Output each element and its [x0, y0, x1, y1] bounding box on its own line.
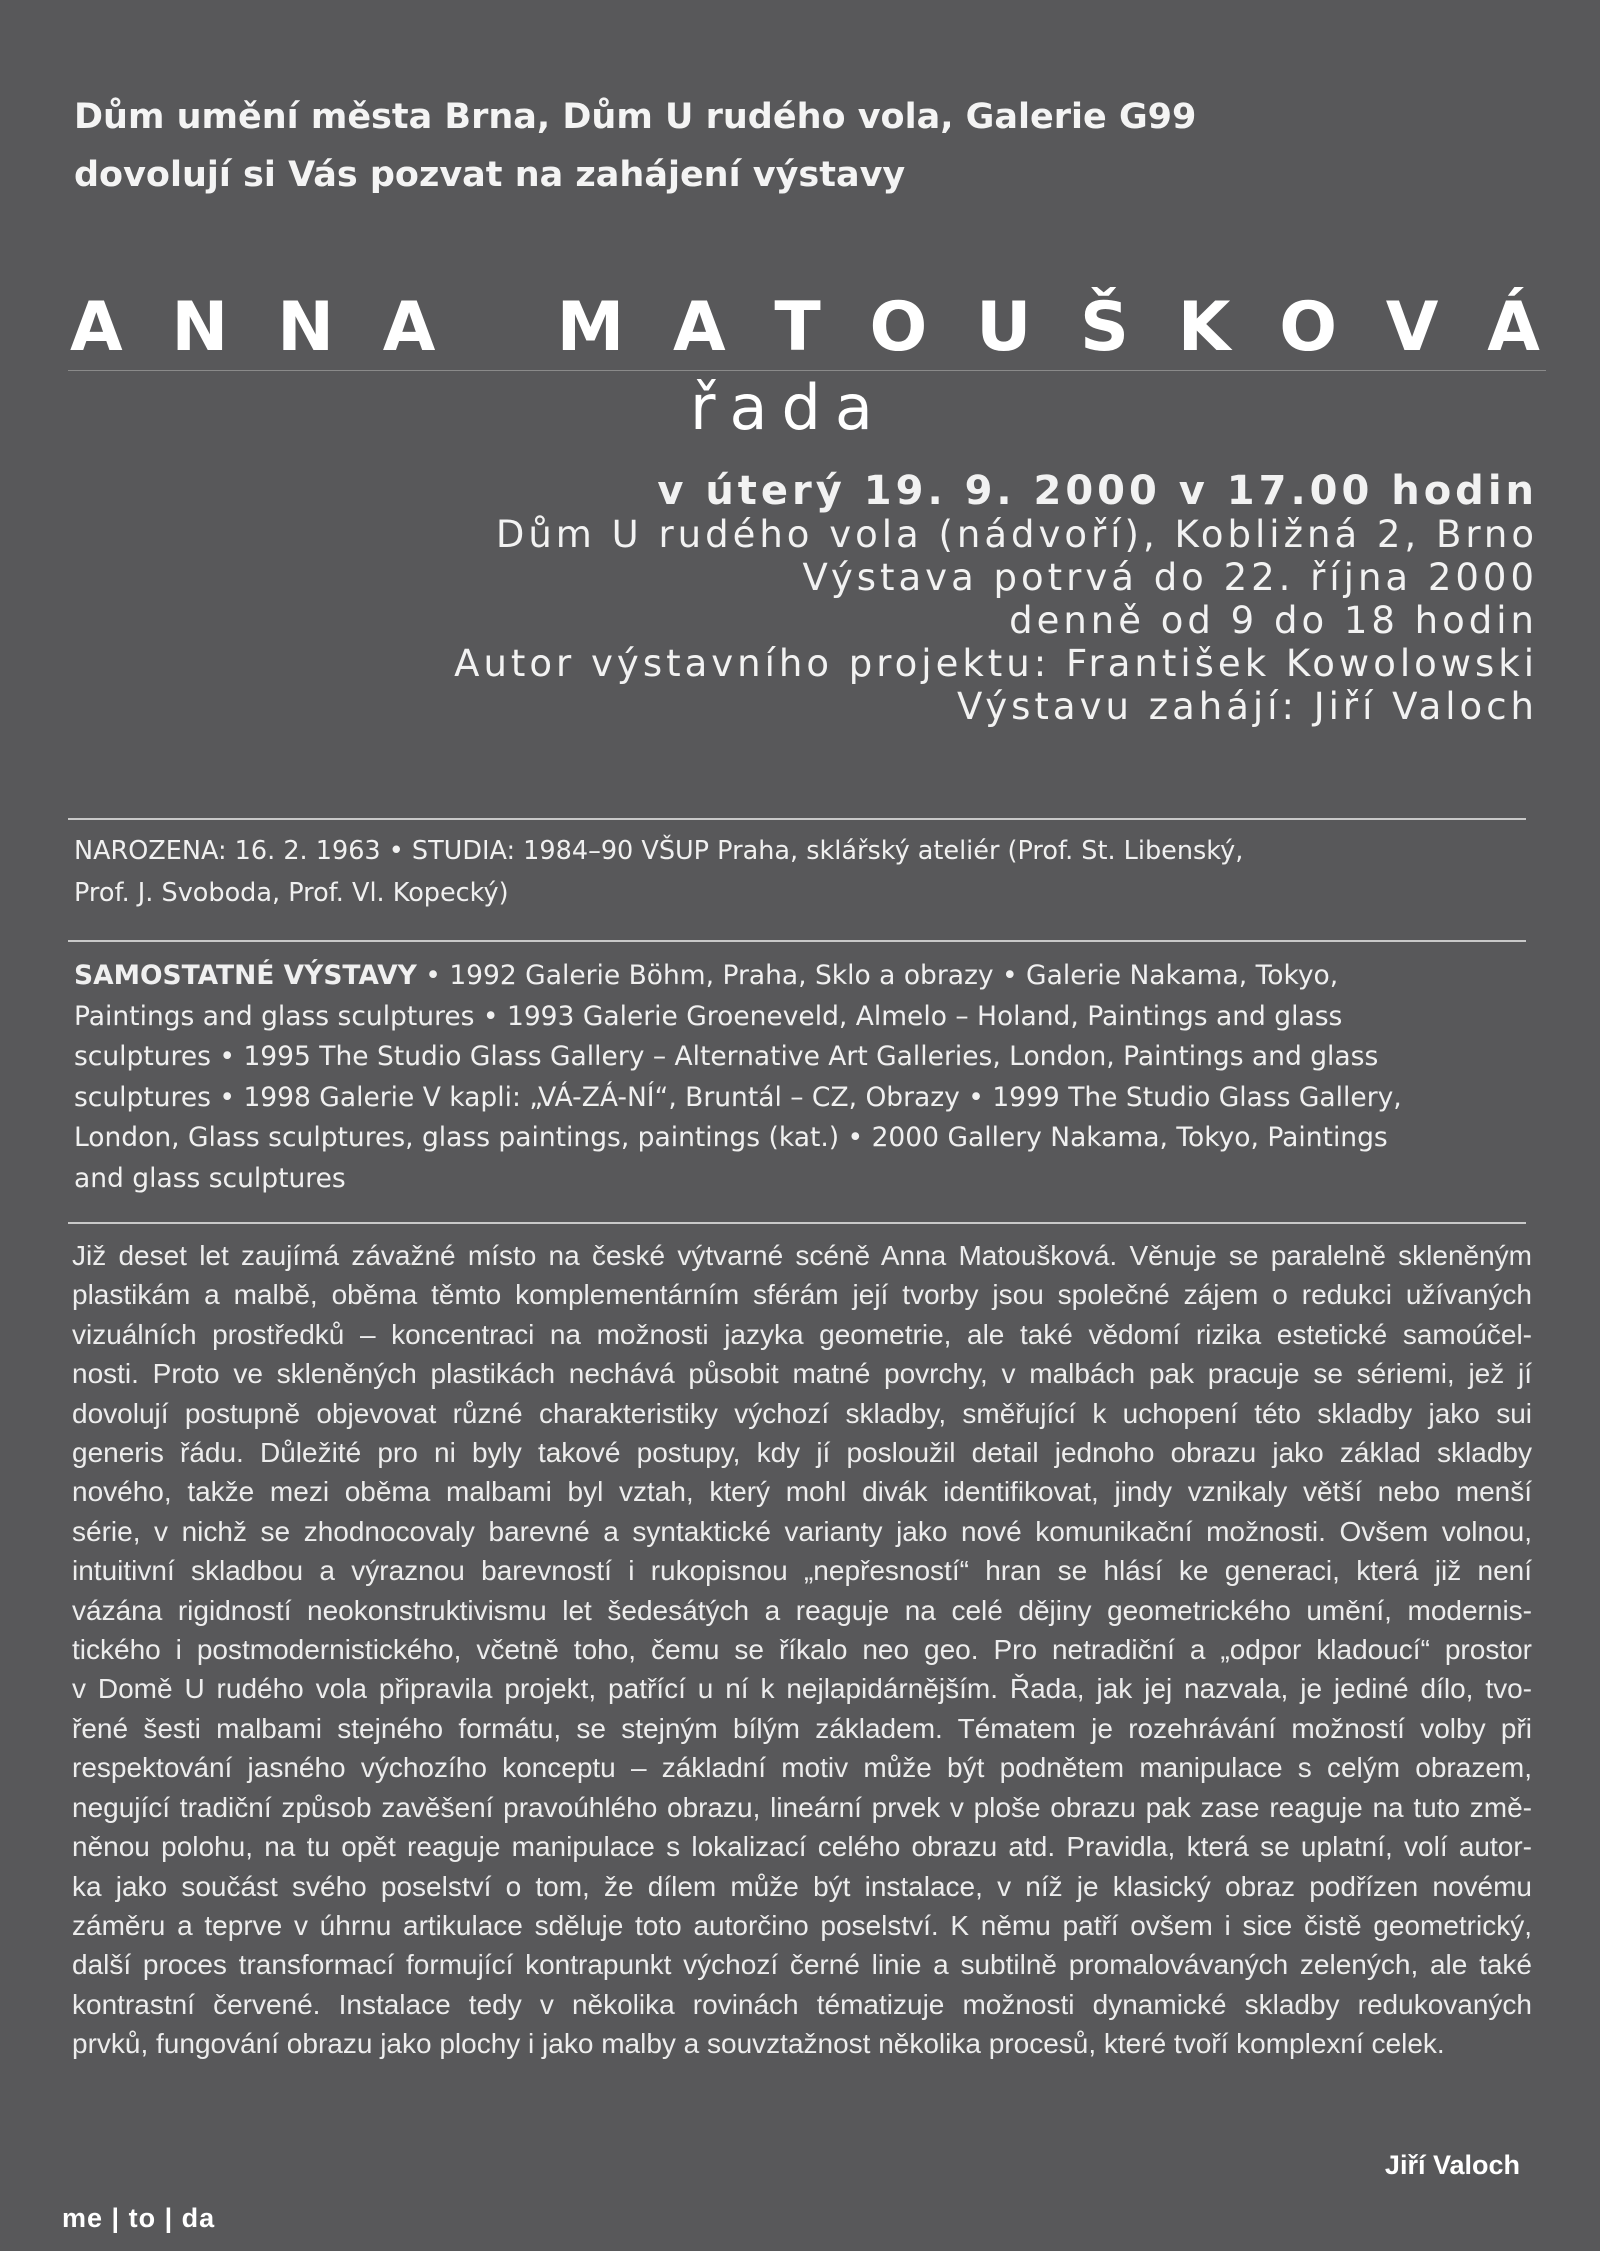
artist-letter: O	[869, 288, 928, 367]
essay-line: generis řádu. Důležité pro ni byly takové postupy, kdy jí posloužil detail jednoho obrazu jako základ skladby	[72, 1437, 1532, 1469]
essay-line: vázána rigidností neokonstruktivismu let šedesátých a reaguje na celé dějiny geometrického umění, modernis-	[72, 1594, 1532, 1626]
artist-letter: A	[70, 288, 123, 367]
event-date: v úterý 19. 9. 2000 v 17.00 hodin	[657, 468, 1538, 514]
essay-line: tického i postmodernistického, včetně toho, čemu se říkalo neo geo. Pro netradiční a „odpor kladoucí“ prostor	[72, 1634, 1532, 1666]
artist-letter: V	[1385, 288, 1439, 367]
artist-letter: N	[277, 288, 334, 367]
essay-line: řené šesti malbami stejného formátu, se stejným bílým základem. Tématem je rozehrávání možností volby při	[72, 1712, 1532, 1744]
event-opening: Výstavu zahájí: Jiří Valoch	[956, 685, 1538, 728]
essay-line: série, v nichž se zhodnocovaly barevné a syntaktické varianty jako nové komunikační možnosti. Ovšem volnou,	[72, 1515, 1532, 1547]
artist-letter: N	[171, 288, 229, 367]
artist-letter: U	[976, 288, 1032, 367]
exhibitions-line: London, Glass sculptures, glass paintings, paintings (kat.) • 2000 Gallery Nakama, Tokyo, Paintings	[74, 1122, 1388, 1153]
essay-line: nového, takže mezi oběma malbami byl vztah, který mohl divák identifikovat, jindy vznikaly větší nebo menší	[72, 1476, 1532, 1508]
event-venue: Dům U rudého vola (nádvoří), Kobližná 2, Brno	[495, 513, 1538, 556]
exhibitions-line	[74, 956, 1534, 997]
essay-line: něnou polohu, na tu opět reaguje manipulace s lokalizací celého obrazu atd. Pravidla, která se uplatní, volí autor-	[72, 1831, 1532, 1863]
essay-line: negující tradiční způsob zavěšení pravoúhlého obrazu, lineární prvek v ploše obrazu pak zase reaguje na tuto změ-	[72, 1791, 1532, 1823]
invitation-intro	[74, 88, 1474, 204]
essay-line: v Domě U rudého vola připravila projekt, patřící u ní k nejlapidárnějším. Řada, jak jej nazvala, je jediné dílo, tvo-	[72, 1673, 1532, 1705]
invitation-line-2: dovolují si Vás pozvat na zahájení výstavy	[74, 155, 906, 195]
artist-letter: A	[382, 288, 436, 367]
essay-signature: Jiří Valoch	[1384, 2150, 1520, 2180]
essay-line: další proces transformací formující kontrapunkt výchozí černé linie a subtilně promalovávaných zelených, ale také	[72, 1949, 1532, 1981]
exhibitions-line: Paintings and glass sculptures • 1993 Galerie Groeneveld, Almelo – Holand, Paintings and glass	[74, 1000, 1343, 1032]
essay-line: ka jako součást svého poselství o tom, že dílem může být instalace, v níž je klasický obraz podřízen novému	[72, 1870, 1532, 1902]
artist-letter: T	[774, 288, 821, 367]
bio-line: Prof. J. Svoboda, Prof. Vl. Kopecký)	[74, 878, 509, 908]
event-author: Autor výstavního projektu: František Kowolowski	[454, 642, 1538, 685]
artist-letter: A	[672, 288, 726, 367]
essay-line: záměru a teprve v úhrnu artikulace sděluje toto autorčino poselství. K němu patří ovšem i sice čistě geometrický,	[72, 1909, 1532, 1941]
essay-line: Již deset let zaujímá závažné místo na české výtvarné scéně Anna Matoušková. Věnuje se paralelně skleněným	[72, 1240, 1532, 1271]
essay-line: prvků, fungování obrazu jako plochy i jako malby a souvztažnost několika procesů, které tvoří komplexní celek.	[72, 2028, 1445, 2060]
essay-line: nosti. Proto ve skleněných plastikách nechává působit matné povrchy, v malbách pak pracuje se sériemi, jež jí	[72, 1358, 1532, 1390]
artist-bio	[74, 830, 1534, 914]
event-details	[454, 470, 1538, 728]
bio-line: NAROZENA: 16. 2. 1963 • STUDIA: 1984–90 VŠUP Praha, sklářský ateliér (Prof. St. Libenský,	[74, 836, 1244, 866]
artist-letter: K	[1177, 288, 1231, 367]
essay-line: dovolují postupně objevovat různé charakteristiky výchozí skladby, směřující k uchopení této skladby jako sui	[72, 1397, 1532, 1429]
divider	[68, 818, 1526, 820]
essay-line: respektování jasného výchozího konceptu – základní motiv může být podnětem manipulace s celým obrazem,	[72, 1752, 1532, 1784]
artist-letter: O	[1279, 288, 1338, 367]
artist-letter: Š	[1080, 288, 1130, 367]
divider	[68, 940, 1526, 942]
artist-letter: M	[556, 288, 625, 367]
exhibitions-line: sculptures • 1998 Galerie V kapli: „VÁ-ZÁ-NÍ“, Bruntál – CZ, Obrazy • 1999 The Studio Glass Gallery,	[74, 1081, 1402, 1113]
artist-name	[70, 290, 1540, 366]
divider	[68, 1222, 1526, 1224]
exhibitions-line-rest: • 1992 Galerie Böhm, Praha, Sklo a obrazy • Galerie Nakama, Tokyo,	[416, 960, 1339, 991]
invitation-line-1: Dům umění města Brna, Dům U rudého vola, Galerie G99	[74, 97, 1197, 137]
essay-line: vizuálních prostředků – koncentraci na možnosti jazyka geometrie, ale také vědomí rizika estetické samoúčel-	[72, 1318, 1532, 1350]
essay-text	[72, 1236, 1532, 2064]
essay-line: intuitivní skladbou a výraznou barevností i rukopisnou „nepřesností“ hran se hlásí ke generaci, která již není	[72, 1555, 1532, 1587]
artist-letter: Á	[1487, 288, 1540, 367]
essay-line: kontrastní červené. Instalace tedy v několika rovinách tématizuje možnosti dynamické skladby redukovaných	[72, 1988, 1532, 2020]
exhibition-title: řada	[690, 371, 887, 444]
exhibitions-line: sculptures • 1995 The Studio Glass Gallery – Alternative Art Galleries, London, Paintings and glass	[74, 1041, 1379, 1072]
solo-exhibitions	[74, 956, 1534, 1199]
event-hours: denně od 9 do 18 hodin	[1009, 599, 1538, 642]
publisher-logo: me | to | da	[62, 2203, 216, 2233]
name-gap	[484, 290, 508, 366]
essay-line: plastikám a malbě, oběma těmto komplementárním sférám její tvorby jsou společné zájem o redukci užívaných	[72, 1279, 1532, 1311]
exhibitions-line: and glass sculptures	[74, 1162, 346, 1194]
event-duration: Výstava potrvá do 22. října 2000	[802, 556, 1538, 599]
exhibitions-heading: SAMOSTATNÉ VÝSTAVY	[74, 960, 417, 991]
